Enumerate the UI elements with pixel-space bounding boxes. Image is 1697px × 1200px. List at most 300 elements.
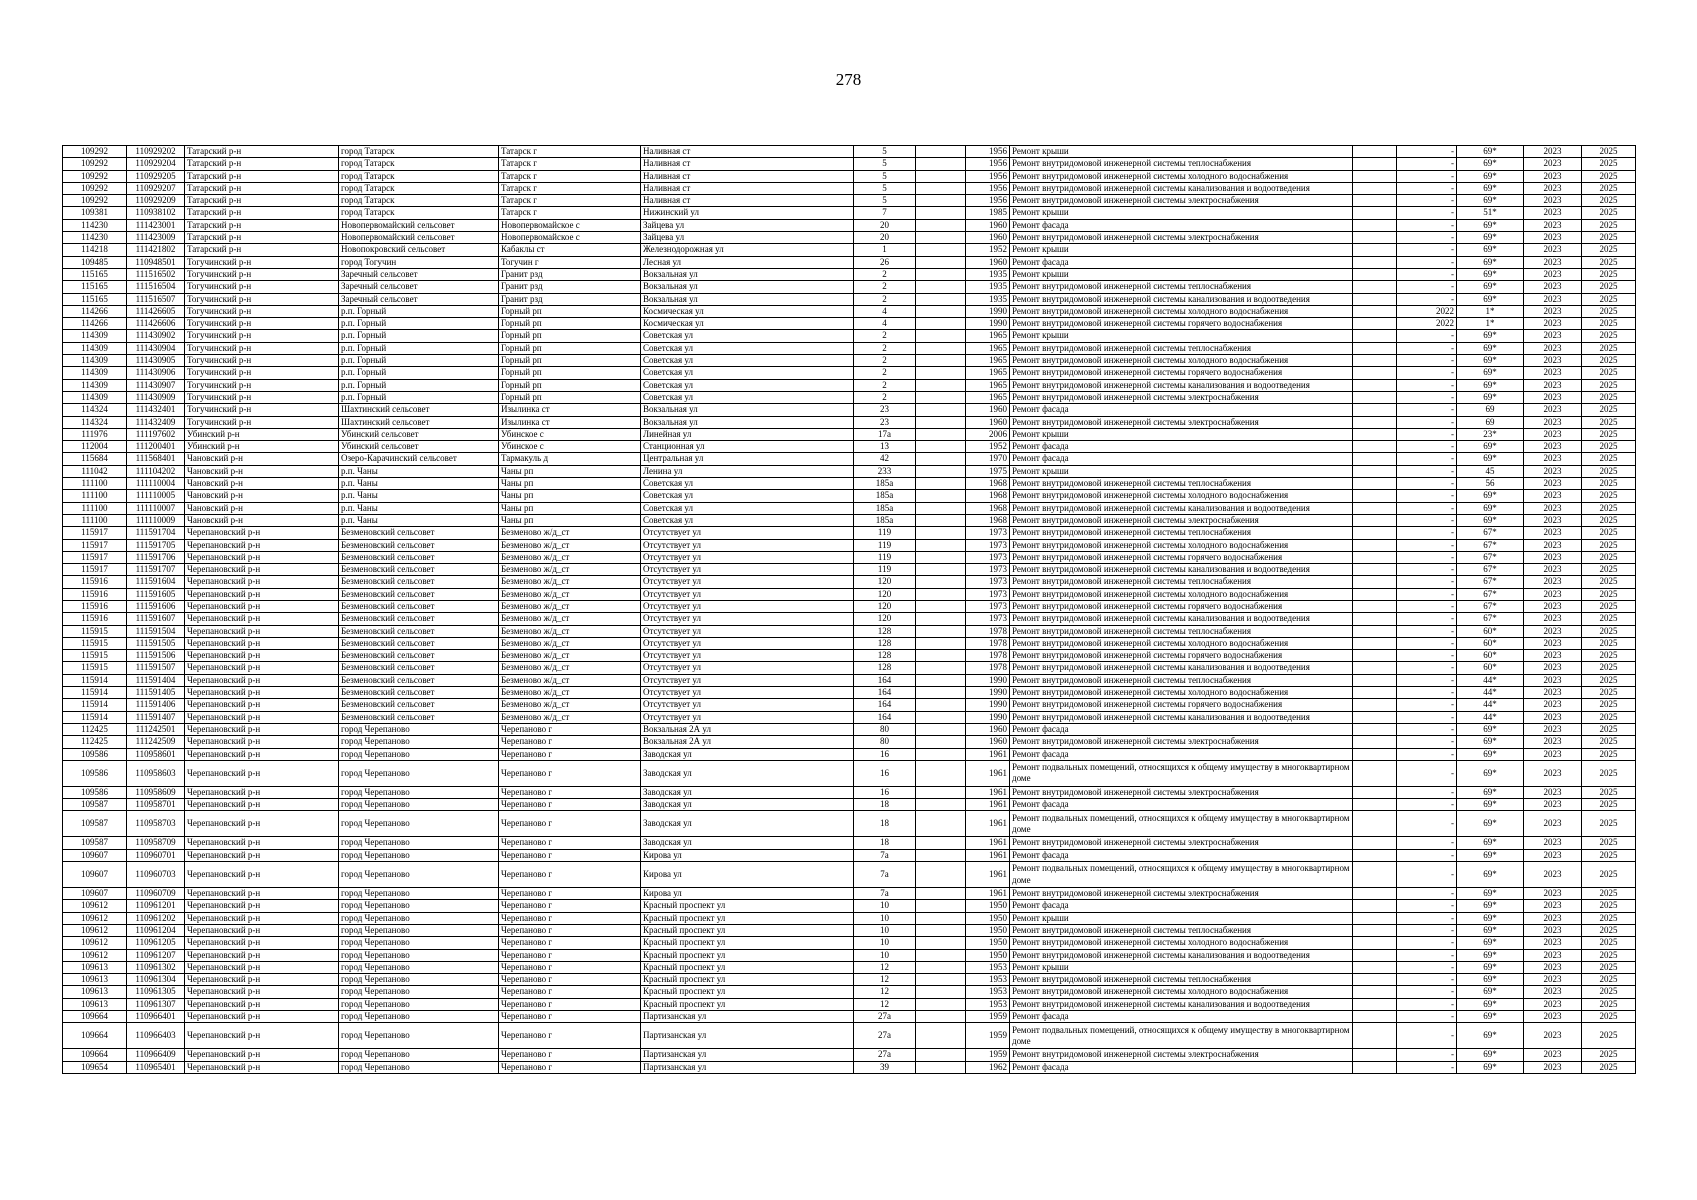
work-type-cell: Ремонт внутридомовой инженерной системы канализования и водоотведения: [1010, 662, 1353, 674]
wear-cell: 69*: [1457, 379, 1524, 391]
extra-cell: [1353, 441, 1397, 453]
house-number-cell: 12: [854, 961, 916, 973]
start-year-cell: 2023: [1524, 564, 1582, 576]
work-type-cell: Ремонт внутридомовой инженерной системы горячего водоснабжения: [1010, 699, 1353, 711]
street-cell: Наливная ст: [641, 146, 854, 158]
start-year-cell: 2023: [1524, 862, 1582, 888]
work-type-cell: Ремонт внутридомовой инженерной системы канализования и водоотведения: [1010, 293, 1353, 305]
municipality-cell: город Черепаново: [339, 862, 499, 888]
district-cell: Черепановский р-н: [185, 736, 339, 748]
end-year-cell: 2025: [1582, 687, 1636, 699]
end-year-cell: 2025: [1582, 158, 1636, 170]
start-year-cell: 2023: [1524, 837, 1582, 849]
municipality-cell: Заречный сельсовет: [339, 281, 499, 293]
work-type-cell: Ремонт внутридомовой инженерной системы канализования и водоотведения: [1010, 613, 1353, 625]
municipality-cell: Новопервомайский сельсовет: [339, 232, 499, 244]
settlement-cell: Черепаново г: [499, 937, 641, 949]
house-id-cell: 114230: [63, 219, 127, 231]
house-number-cell: 128: [854, 625, 916, 637]
house-id-cell: 109587: [63, 811, 127, 837]
house-id-cell: 115915: [63, 625, 127, 637]
work-type-cell: Ремонт внутридомовой инженерной системы канализования и водоотведения: [1010, 998, 1353, 1010]
house-number-cell: 120: [854, 576, 916, 588]
wear-cell: 69*: [1457, 786, 1524, 798]
house-id-cell: 115916: [63, 600, 127, 612]
element-id-cell: 111110004: [127, 478, 185, 490]
house-id-cell: 115917: [63, 527, 127, 539]
street-cell: Кирова ул: [641, 888, 854, 900]
building-cell: [916, 490, 966, 502]
settlement-cell: Горный рп: [499, 355, 641, 367]
last-repair-year-cell: -: [1397, 799, 1457, 811]
district-cell: Черепановский р-н: [185, 1011, 339, 1023]
extra-cell: [1353, 674, 1397, 686]
street-cell: Вокзальная ул: [641, 404, 854, 416]
work-type-cell: Ремонт крыши: [1010, 330, 1353, 342]
element-id-cell: 111423009: [127, 232, 185, 244]
end-year-cell: 2025: [1582, 342, 1636, 354]
last-repair-year-cell: -: [1397, 986, 1457, 998]
house-id-cell: 109612: [63, 912, 127, 924]
extra-cell: [1353, 170, 1397, 182]
last-repair-year-cell: -: [1397, 736, 1457, 748]
year-built-cell: 1961: [966, 811, 1010, 837]
building-cell: [916, 379, 966, 391]
last-repair-year-cell: -: [1397, 441, 1457, 453]
extra-cell: [1353, 760, 1397, 786]
work-type-cell: Ремонт фасада: [1010, 441, 1353, 453]
street-cell: Вокзальная ул: [641, 268, 854, 280]
end-year-cell: 2025: [1582, 514, 1636, 526]
year-built-cell: 1973: [966, 527, 1010, 539]
end-year-cell: 2025: [1582, 912, 1636, 924]
extra-cell: [1353, 998, 1397, 1010]
element-id-cell: 111568401: [127, 453, 185, 465]
table-row: [63, 342, 1636, 354]
wear-cell: 69*: [1457, 924, 1524, 936]
year-built-cell: 1960: [966, 404, 1010, 416]
last-repair-year-cell: -: [1397, 170, 1457, 182]
table-row: [63, 711, 1636, 723]
municipality-cell: Безменовский сельсовет: [339, 527, 499, 539]
district-cell: Черепановский р-н: [185, 760, 339, 786]
work-type-cell: Ремонт внутридомовой инженерной системы электроснабжения: [1010, 786, 1353, 798]
table-row: [63, 305, 1636, 317]
street-cell: Вокзальная ул: [641, 293, 854, 305]
wear-cell: 69*: [1457, 986, 1524, 998]
element-id-cell: 110958701: [127, 799, 185, 811]
house-number-cell: 26: [854, 256, 916, 268]
end-year-cell: 2025: [1582, 799, 1636, 811]
street-cell: Партизанская ул: [641, 1011, 854, 1023]
element-id-cell: 110958601: [127, 748, 185, 760]
table-row: [63, 256, 1636, 268]
end-year-cell: 2025: [1582, 195, 1636, 207]
building-cell: [916, 428, 966, 440]
table-row: [63, 723, 1636, 735]
extra-cell: [1353, 268, 1397, 280]
district-cell: Татарский р-н: [185, 244, 339, 256]
year-built-cell: 1973: [966, 588, 1010, 600]
municipality-cell: Безменовский сельсовет: [339, 637, 499, 649]
street-cell: Советская ул: [641, 379, 854, 391]
last-repair-year-cell: -: [1397, 502, 1457, 514]
street-cell: Наливная ст: [641, 195, 854, 207]
work-type-cell: Ремонт внутридомовой инженерной системы теплоснабжения: [1010, 924, 1353, 936]
element-id-cell: 111430906: [127, 367, 185, 379]
element-id-cell: 110966401: [127, 1011, 185, 1023]
wear-cell: 69*: [1457, 490, 1524, 502]
house-number-cell: 7а: [854, 849, 916, 861]
municipality-cell: р.п. Чаны: [339, 514, 499, 526]
wear-cell: 69*: [1457, 502, 1524, 514]
year-built-cell: 1965: [966, 391, 1010, 403]
start-year-cell: 2023: [1524, 379, 1582, 391]
start-year-cell: 2023: [1524, 465, 1582, 477]
house-id-cell: 114266: [63, 318, 127, 330]
work-type-cell: Ремонт внутридомовой инженерной системы электроснабжения: [1010, 837, 1353, 849]
start-year-cell: 2023: [1524, 748, 1582, 760]
wear-cell: 60*: [1457, 625, 1524, 637]
settlement-cell: Тармакуль д: [499, 453, 641, 465]
end-year-cell: 2025: [1582, 998, 1636, 1010]
start-year-cell: 2023: [1524, 305, 1582, 317]
house-number-cell: 18: [854, 811, 916, 837]
end-year-cell: 2025: [1582, 986, 1636, 998]
last-repair-year-cell: -: [1397, 912, 1457, 924]
building-cell: [916, 527, 966, 539]
start-year-cell: 2023: [1524, 625, 1582, 637]
wear-cell: 69*: [1457, 1011, 1524, 1023]
year-built-cell: 1985: [966, 207, 1010, 219]
element-id-cell: 111242501: [127, 723, 185, 735]
building-cell: [916, 551, 966, 563]
municipality-cell: р.п. Чаны: [339, 465, 499, 477]
wear-cell: 69*: [1457, 441, 1524, 453]
work-type-cell: Ремонт внутридомовой инженерной системы теплоснабжения: [1010, 478, 1353, 490]
wear-cell: 69*: [1457, 219, 1524, 231]
end-year-cell: 2025: [1582, 404, 1636, 416]
element-id-cell: 110960709: [127, 888, 185, 900]
extra-cell: [1353, 625, 1397, 637]
street-cell: Ленина ул: [641, 465, 854, 477]
table-row: [63, 1011, 1636, 1023]
table-row: [63, 428, 1636, 440]
last-repair-year-cell: -: [1397, 219, 1457, 231]
street-cell: Советская ул: [641, 367, 854, 379]
municipality-cell: город Татарск: [339, 170, 499, 182]
last-repair-year-cell: -: [1397, 888, 1457, 900]
municipality-cell: город Черепаново: [339, 998, 499, 1010]
building-cell: [916, 600, 966, 612]
work-type-cell: Ремонт внутридомовой инженерной системы теплоснабжения: [1010, 974, 1353, 986]
municipality-cell: Безменовский сельсовет: [339, 576, 499, 588]
table-row: [63, 379, 1636, 391]
year-built-cell: 1965: [966, 379, 1010, 391]
table-row: [63, 862, 1636, 888]
house-number-cell: 2: [854, 330, 916, 342]
house-id-cell: 109485: [63, 256, 127, 268]
house-number-cell: 39: [854, 1061, 916, 1073]
district-cell: Черепановский р-н: [185, 576, 339, 588]
wear-cell: 69*: [1457, 888, 1524, 900]
wear-cell: 23*: [1457, 428, 1524, 440]
house-id-cell: 115917: [63, 539, 127, 551]
street-cell: Красный проспект ул: [641, 998, 854, 1010]
start-year-cell: 2023: [1524, 924, 1582, 936]
house-id-cell: 115915: [63, 650, 127, 662]
table-row: [63, 600, 1636, 612]
municipality-cell: р.п. Горный: [339, 379, 499, 391]
end-year-cell: 2025: [1582, 182, 1636, 194]
street-cell: Заводская ул: [641, 837, 854, 849]
year-built-cell: 1961: [966, 786, 1010, 798]
wear-cell: 69*: [1457, 748, 1524, 760]
street-cell: Отсутствует ул: [641, 662, 854, 674]
extra-cell: [1353, 711, 1397, 723]
year-built-cell: 1968: [966, 502, 1010, 514]
extra-cell: [1353, 404, 1397, 416]
year-built-cell: 1935: [966, 281, 1010, 293]
municipality-cell: Безменовский сельсовет: [339, 650, 499, 662]
house-number-cell: 119: [854, 527, 916, 539]
end-year-cell: 2025: [1582, 786, 1636, 798]
district-cell: Тогучинский р-н: [185, 256, 339, 268]
house-number-cell: 2: [854, 342, 916, 354]
municipality-cell: город Татарск: [339, 158, 499, 170]
settlement-cell: Безменово ж/д_ст: [499, 687, 641, 699]
work-type-cell: Ремонт внутридомовой инженерной системы холодного водоснабжения: [1010, 937, 1353, 949]
start-year-cell: 2023: [1524, 1061, 1582, 1073]
table-row: [63, 318, 1636, 330]
year-built-cell: 1950: [966, 937, 1010, 949]
building-cell: [916, 170, 966, 182]
work-type-cell: Ремонт фасада: [1010, 256, 1353, 268]
year-built-cell: 1959: [966, 1011, 1010, 1023]
end-year-cell: 2025: [1582, 900, 1636, 912]
district-cell: Черепановский р-н: [185, 723, 339, 735]
table-row: [63, 539, 1636, 551]
building-cell: [916, 949, 966, 961]
last-repair-year-cell: -: [1397, 949, 1457, 961]
table-row: [63, 441, 1636, 453]
house-id-cell: 114266: [63, 305, 127, 317]
settlement-cell: Безменово ж/д_ст: [499, 613, 641, 625]
start-year-cell: 2023: [1524, 478, 1582, 490]
house-number-cell: 23: [854, 404, 916, 416]
street-cell: Советская ул: [641, 490, 854, 502]
house-id-cell: 111100: [63, 514, 127, 526]
year-built-cell: 1959: [966, 1023, 1010, 1049]
district-cell: Тогучинский р-н: [185, 367, 339, 379]
municipality-cell: р.п. Чаны: [339, 502, 499, 514]
house-id-cell: 115914: [63, 687, 127, 699]
house-id-cell: 109292: [63, 170, 127, 182]
extra-cell: [1353, 662, 1397, 674]
table-row: [63, 974, 1636, 986]
house-number-cell: 128: [854, 637, 916, 649]
district-cell: Татарский р-н: [185, 232, 339, 244]
work-type-cell: Ремонт подвальных помещений, относящихся к общему имуществу в многоквартирном доме: [1010, 862, 1353, 888]
table-row: [63, 888, 1636, 900]
table-row: [63, 367, 1636, 379]
street-cell: Партизанская ул: [641, 1023, 854, 1049]
end-year-cell: 2025: [1582, 355, 1636, 367]
building-cell: [916, 232, 966, 244]
last-repair-year-cell: -: [1397, 256, 1457, 268]
wear-cell: 69*: [1457, 342, 1524, 354]
house-id-cell: 114309: [63, 379, 127, 391]
work-type-cell: Ремонт внутридомовой инженерной системы теплоснабжения: [1010, 625, 1353, 637]
element-id-cell: 111591707: [127, 564, 185, 576]
last-repair-year-cell: -: [1397, 786, 1457, 798]
house-number-cell: 18: [854, 837, 916, 849]
building-cell: [916, 811, 966, 837]
table-row: [63, 244, 1636, 256]
end-year-cell: 2025: [1582, 416, 1636, 428]
table-row: [63, 849, 1636, 861]
house-number-cell: 80: [854, 723, 916, 735]
house-id-cell: 109587: [63, 837, 127, 849]
settlement-cell: Черепаново г: [499, 748, 641, 760]
work-type-cell: Ремонт фасада: [1010, 900, 1353, 912]
settlement-cell: Черепаново г: [499, 1011, 641, 1023]
extra-cell: [1353, 862, 1397, 888]
element-id-cell: 110929205: [127, 170, 185, 182]
start-year-cell: 2023: [1524, 539, 1582, 551]
house-id-cell: 112425: [63, 736, 127, 748]
house-id-cell: 109381: [63, 207, 127, 219]
district-cell: Черепановский р-н: [185, 711, 339, 723]
wear-cell: 69: [1457, 404, 1524, 416]
work-type-cell: Ремонт крыши: [1010, 268, 1353, 280]
district-cell: Чановский р-н: [185, 465, 339, 477]
year-built-cell: 1956: [966, 195, 1010, 207]
year-built-cell: 1956: [966, 182, 1010, 194]
year-built-cell: 1956: [966, 146, 1010, 158]
house-id-cell: 109607: [63, 888, 127, 900]
year-built-cell: 1950: [966, 912, 1010, 924]
start-year-cell: 2023: [1524, 355, 1582, 367]
house-id-cell: 111042: [63, 465, 127, 477]
start-year-cell: 2023: [1524, 551, 1582, 563]
municipality-cell: город Черепаново: [339, 1049, 499, 1061]
house-id-cell: 115915: [63, 637, 127, 649]
building-cell: [916, 219, 966, 231]
start-year-cell: 2023: [1524, 662, 1582, 674]
last-repair-year-cell: -: [1397, 687, 1457, 699]
settlement-cell: Убинское с: [499, 428, 641, 440]
street-cell: Заводская ул: [641, 811, 854, 837]
element-id-cell: 111516502: [127, 268, 185, 280]
table-row: [63, 912, 1636, 924]
last-repair-year-cell: -: [1397, 342, 1457, 354]
municipality-cell: р.п. Горный: [339, 355, 499, 367]
municipality-cell: город Черепаново: [339, 799, 499, 811]
settlement-cell: Безменово ж/д_ст: [499, 588, 641, 600]
municipality-cell: р.п. Горный: [339, 367, 499, 379]
element-id-cell: 110929209: [127, 195, 185, 207]
extra-cell: [1353, 600, 1397, 612]
street-cell: Кирова ул: [641, 862, 854, 888]
work-type-cell: Ремонт внутридомовой инженерной системы теплоснабжения: [1010, 527, 1353, 539]
building-cell: [916, 837, 966, 849]
municipality-cell: Шахтинский сельсовет: [339, 404, 499, 416]
work-type-cell: Ремонт внутридомовой инженерной системы горячего водоснабжения: [1010, 600, 1353, 612]
end-year-cell: 2025: [1582, 268, 1636, 280]
work-type-cell: Ремонт внутридомовой инженерной системы электроснабжения: [1010, 514, 1353, 526]
start-year-cell: 2023: [1524, 146, 1582, 158]
district-cell: Убинский р-н: [185, 441, 339, 453]
extra-cell: [1353, 428, 1397, 440]
end-year-cell: 2025: [1582, 849, 1636, 861]
street-cell: Советская ул: [641, 502, 854, 514]
extra-cell: [1353, 748, 1397, 760]
house-number-cell: 16: [854, 748, 916, 760]
work-type-cell: Ремонт подвальных помещений, относящихся к общему имуществу в многоквартирном доме: [1010, 1023, 1353, 1049]
street-cell: Заводская ул: [641, 799, 854, 811]
element-id-cell: 111430907: [127, 379, 185, 391]
year-built-cell: 1956: [966, 170, 1010, 182]
table-row: [63, 207, 1636, 219]
element-id-cell: 110966403: [127, 1023, 185, 1049]
wear-cell: 69*: [1457, 453, 1524, 465]
start-year-cell: 2023: [1524, 650, 1582, 662]
table-row: [63, 453, 1636, 465]
work-type-cell: Ремонт фасада: [1010, 453, 1353, 465]
end-year-cell: 2025: [1582, 281, 1636, 293]
district-cell: Убинский р-н: [185, 428, 339, 440]
street-cell: Космическая ул: [641, 318, 854, 330]
element-id-cell: 111432409: [127, 416, 185, 428]
work-type-cell: Ремонт фасада: [1010, 1011, 1353, 1023]
municipality-cell: Безменовский сельсовет: [339, 551, 499, 563]
last-repair-year-cell: -: [1397, 404, 1457, 416]
extra-cell: [1353, 391, 1397, 403]
end-year-cell: 2025: [1582, 588, 1636, 600]
year-built-cell: 1961: [966, 849, 1010, 861]
last-repair-year-cell: -: [1397, 837, 1457, 849]
building-cell: [916, 367, 966, 379]
start-year-cell: 2023: [1524, 281, 1582, 293]
element-id-cell: 111200401: [127, 441, 185, 453]
district-cell: Черепановский р-н: [185, 961, 339, 973]
house-number-cell: 17а: [854, 428, 916, 440]
start-year-cell: 2023: [1524, 998, 1582, 1010]
element-id-cell: 110961202: [127, 912, 185, 924]
table-row: [63, 687, 1636, 699]
house-id-cell: 111100: [63, 490, 127, 502]
table-row: [63, 949, 1636, 961]
municipality-cell: Заречный сельсовет: [339, 268, 499, 280]
district-cell: Черепановский р-н: [185, 551, 339, 563]
house-number-cell: 7а: [854, 862, 916, 888]
end-year-cell: 2025: [1582, 711, 1636, 723]
table-row: [63, 674, 1636, 686]
table-row: [63, 1049, 1636, 1061]
settlement-cell: Убинское с: [499, 441, 641, 453]
last-repair-year-cell: -: [1397, 998, 1457, 1010]
street-cell: Заводская ул: [641, 748, 854, 760]
municipality-cell: Убинский сельсовет: [339, 428, 499, 440]
element-id-cell: 111197602: [127, 428, 185, 440]
street-cell: Красный проспект ул: [641, 937, 854, 949]
extra-cell: [1353, 912, 1397, 924]
street-cell: Космическая ул: [641, 305, 854, 317]
settlement-cell: Горный рп: [499, 305, 641, 317]
house-number-cell: 185а: [854, 478, 916, 490]
wear-cell: 44*: [1457, 699, 1524, 711]
